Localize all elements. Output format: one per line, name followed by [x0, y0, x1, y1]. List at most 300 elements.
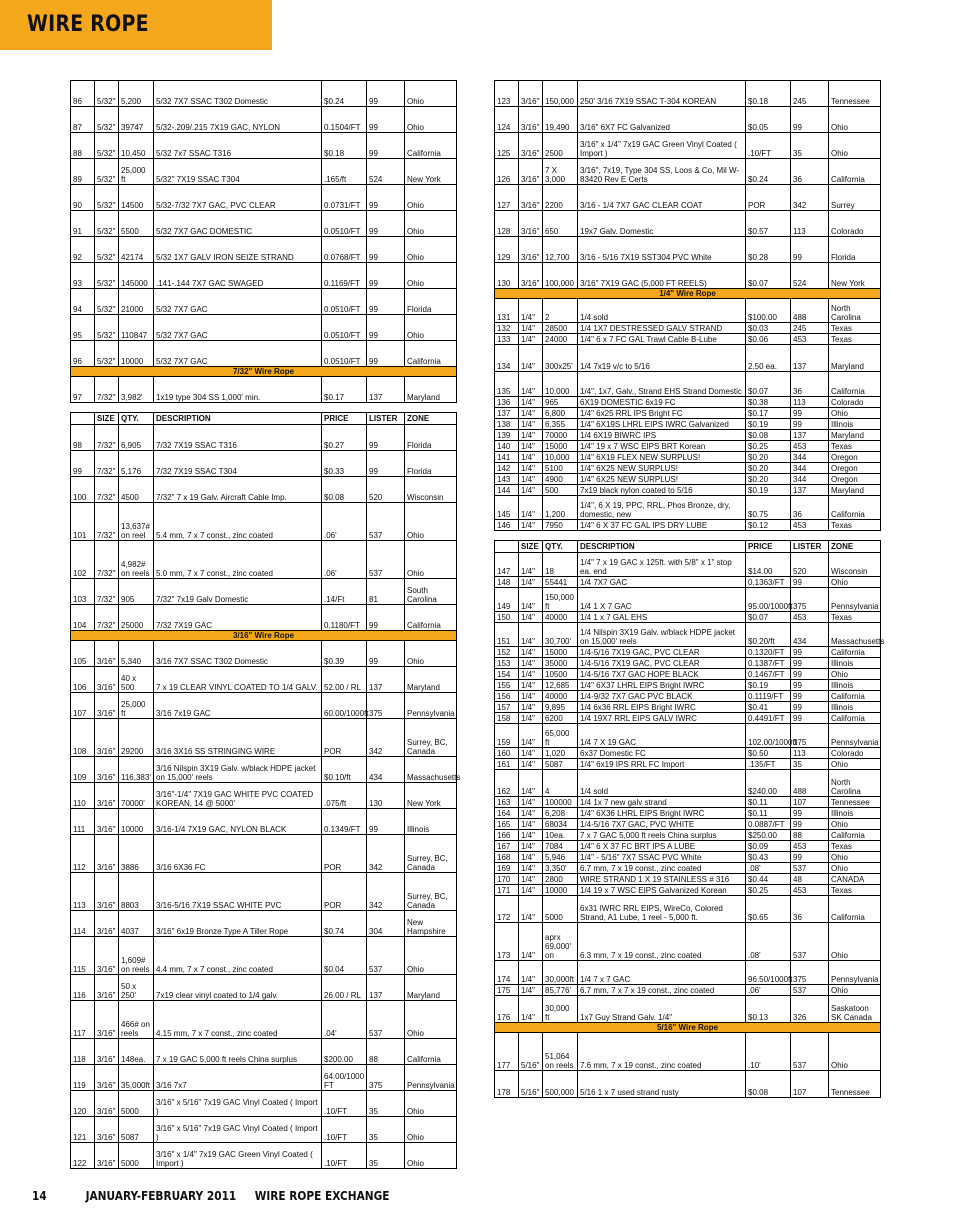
row-number: 150: [495, 612, 519, 623]
qty-cell: 40000: [543, 612, 578, 623]
lister-cell: 342: [791, 185, 829, 211]
row-number: 101: [71, 503, 95, 541]
description-cell: 3/16" x 5/16" 7x19 GAC Vinyl Coated ( Import ): [154, 1117, 322, 1143]
lister-cell: 99: [367, 81, 405, 107]
zone-cell: Ohio: [829, 852, 881, 863]
row-number: 156: [495, 691, 519, 702]
table-row: [71, 1091, 457, 1117]
column-header: QTY.: [119, 413, 154, 425]
zone-cell: Illinois: [829, 680, 881, 691]
size-cell: 5/32": [95, 81, 119, 107]
table-row: [71, 289, 457, 315]
row-number: 149: [495, 588, 519, 612]
lister-cell: 99: [367, 341, 405, 367]
table-row: [495, 397, 881, 408]
table-row: [71, 1001, 457, 1039]
price-cell: $0.65: [746, 896, 791, 923]
row-number: 178: [495, 1071, 519, 1098]
page-number: 14: [32, 1189, 47, 1203]
qty-cell: 13,637# on reel: [119, 503, 154, 541]
description-cell: 3/16" 7X19 GAC (5,000 FT REELS): [578, 263, 746, 289]
zone-cell: Saskatoon SK Canada: [829, 996, 881, 1023]
lister-cell: 88: [791, 830, 829, 841]
lister-cell: 99: [791, 680, 829, 691]
size-cell: 5/32": [95, 341, 119, 367]
size-cell: 5/32": [95, 289, 119, 315]
table-row: [495, 372, 881, 397]
description-cell: 3/16 7x19 GAC: [154, 693, 322, 719]
table-row: [495, 863, 881, 874]
row-number: 114: [71, 911, 95, 937]
row-number: 145: [495, 496, 519, 520]
section-header-row: [495, 289, 881, 299]
qty-cell: 100000: [543, 797, 578, 808]
section-header-row: [71, 367, 457, 377]
size-cell: 3/16": [95, 783, 119, 809]
qty-cell: 5087: [543, 759, 578, 770]
table-row: [71, 873, 457, 911]
zone-cell: Oregon: [829, 463, 881, 474]
qty-cell: 7950: [543, 520, 578, 531]
qty-cell: 68034: [543, 819, 578, 830]
listing-table-left: [70, 80, 461, 1169]
qty-cell: 35000: [543, 658, 578, 669]
section-header: 7/32" Wire Rope: [71, 367, 457, 377]
size-cell: 5/32": [95, 263, 119, 289]
table-row: [71, 719, 457, 757]
row-number: 89: [71, 159, 95, 185]
lister-cell: 99: [791, 819, 829, 830]
table-row: [495, 299, 881, 323]
row-number: 154: [495, 669, 519, 680]
row-number: 132: [495, 323, 519, 334]
lister-cell: 434: [367, 757, 405, 783]
size-cell: 3/16": [95, 1065, 119, 1091]
qty-cell: 145000: [119, 263, 154, 289]
lister-cell: 99: [367, 107, 405, 133]
zone-cell: Maryland: [405, 377, 457, 403]
table-row: [495, 713, 881, 724]
table-row: [71, 975, 457, 1001]
description-cell: 1/4 sold: [578, 299, 746, 323]
lister-cell: 434: [791, 623, 829, 647]
qty-cell: 10ea.: [543, 830, 578, 841]
price-cell: 0.1363/FT: [746, 577, 791, 588]
table-row: [71, 693, 457, 719]
zone-cell: North Carolina: [829, 770, 881, 797]
description-cell: 19x7 Galv. Domestic: [578, 211, 746, 237]
row-number: 86: [71, 81, 95, 107]
size-cell: 1/4": [519, 830, 543, 841]
row-number: 104: [71, 605, 95, 631]
lister-cell: 99: [791, 577, 829, 588]
price-cell: .14/Ft: [322, 579, 367, 605]
lister-cell: 99: [367, 809, 405, 835]
row-number: 162: [495, 770, 519, 797]
qty-cell: 905: [119, 579, 154, 605]
qty-cell: 5500: [119, 211, 154, 237]
row-number: 143: [495, 474, 519, 485]
price-cell: $0.41: [746, 702, 791, 713]
table-row: [71, 937, 457, 975]
row-number: 88: [71, 133, 95, 159]
table-row: [495, 107, 881, 133]
zone-cell: Pennsylvania: [829, 724, 881, 748]
size-cell: 1/4": [519, 323, 543, 334]
qty-cell: 3886: [119, 835, 154, 873]
lister-cell: 520: [367, 477, 405, 503]
row-number: 110: [71, 783, 95, 809]
row-number: 138: [495, 419, 519, 430]
qty-cell: 18: [543, 553, 578, 577]
zone-cell: Ohio: [829, 577, 881, 588]
description-cell: 3/16" x 5/16" 7x19 GAC Vinyl Coated ( Import ): [154, 1091, 322, 1117]
description-cell: 5/32 7X7 GAC: [154, 315, 322, 341]
lister-cell: 137: [367, 975, 405, 1001]
description-cell: 4.4 mm, 7 x 7 const., zinc coated: [154, 937, 322, 975]
description-cell: WIRE STRAND 1 X 19 STAINLESS # 316: [578, 874, 746, 885]
price-cell: .06': [746, 985, 791, 996]
qty-cell: 65,000 ft: [543, 724, 578, 748]
qty-cell: 100,000: [543, 263, 578, 289]
row-number: 122: [71, 1143, 95, 1169]
description-cell: 1/4" 6X25 NEW SURPLUS!: [578, 463, 746, 474]
qty-cell: 3,982': [119, 377, 154, 403]
row-number: 140: [495, 441, 519, 452]
table-row: [71, 835, 457, 873]
qty-cell: 6,905: [119, 425, 154, 451]
qty-cell: 24000: [543, 334, 578, 345]
qty-cell: 150,000: [543, 81, 578, 107]
zone-cell: Massachusetts: [829, 623, 881, 647]
size-cell: 1/4": [519, 863, 543, 874]
size-cell: 1/4": [519, 713, 543, 724]
size-cell: 1/4": [519, 748, 543, 759]
zone-cell: Ohio: [405, 641, 457, 667]
row-number: 158: [495, 713, 519, 724]
row-number: 95: [71, 315, 95, 341]
lister-cell: 99: [367, 451, 405, 477]
lister-cell: 137: [791, 485, 829, 496]
zone-cell: Texas: [829, 323, 881, 334]
table-row: [495, 923, 881, 961]
price-cell: $0.08: [746, 1071, 791, 1098]
row-number: 172: [495, 896, 519, 923]
size-cell: 3/16": [95, 641, 119, 667]
qty-cell: 25,000 ft: [119, 159, 154, 185]
zone-cell: Texas: [829, 334, 881, 345]
price-cell: $0.04: [322, 937, 367, 975]
table-row: [71, 315, 457, 341]
price-cell: $0.07: [746, 372, 791, 397]
row-number: 113: [71, 873, 95, 911]
description-cell: 1/4 19 x 7 WSC EIPS Galvanized Korean: [578, 885, 746, 896]
zone-cell: Ohio: [829, 759, 881, 770]
qty-cell: 1,020: [543, 748, 578, 759]
zone-cell: Colorado: [829, 397, 881, 408]
size-cell: 3/16": [95, 1117, 119, 1143]
price-cell: $0.20: [746, 463, 791, 474]
qty-cell: 21000: [119, 289, 154, 315]
size-cell: 1/4": [519, 299, 543, 323]
description-cell: 3/16" x 1/4" 7x19 GAC Green Vinyl Coated ( Import ): [154, 1143, 322, 1169]
table-row: [71, 641, 457, 667]
qty-cell: 12,685: [543, 680, 578, 691]
description-cell: 1/4-9/32 7X7 GAC PVC BLACK: [578, 691, 746, 702]
description-cell: 3/16"-1/4" 7X19 GAC WHITE PVC COATED KOREAN, 14 @ 5000': [154, 783, 322, 809]
table-row: [71, 579, 457, 605]
size-cell: 1/4": [519, 496, 543, 520]
zone-cell: Maryland: [405, 975, 457, 1001]
price-cell: 0.1119/FT: [746, 691, 791, 702]
size-cell: 1/4": [519, 372, 543, 397]
table-row: [71, 783, 457, 809]
table-row: [495, 647, 881, 658]
price-cell: 102.00/1000ft: [746, 724, 791, 748]
price-cell: $0.03: [746, 323, 791, 334]
zone-cell: Ohio: [405, 1143, 457, 1169]
description-cell: 1/4" 7 x 19 GAC x 125ft. with 5/8" x 1" stop ea. end: [578, 553, 746, 577]
description-cell: 1/4" 6x25 RRL IPS Bright FC: [578, 408, 746, 419]
table-row: [495, 841, 881, 852]
description-cell: 6x37 Domestic FC: [578, 748, 746, 759]
qty-cell: 12,700: [543, 237, 578, 263]
lister-cell: 524: [791, 263, 829, 289]
qty-cell: 30,000ft: [543, 961, 578, 985]
description-cell: 5/32-7/32 7X7 GAC, PVC CLEAR: [154, 185, 322, 211]
lister-cell: 342: [367, 719, 405, 757]
row-number: 92: [71, 237, 95, 263]
column-header: QTY.: [543, 541, 578, 553]
description-cell: 5.0 mm, 7 x 7 const., zinc coated: [154, 541, 322, 579]
size-cell: 1/4": [519, 874, 543, 885]
zone-cell: Tennessee: [829, 1071, 881, 1098]
row-number: 123: [495, 81, 519, 107]
table-row: [495, 323, 881, 334]
table-row: [495, 658, 881, 669]
price-cell: 0.1387/FT: [746, 658, 791, 669]
lister-cell: 99: [367, 263, 405, 289]
zone-cell: California: [829, 159, 881, 185]
description-cell: 3/16 6X36 FC: [154, 835, 322, 873]
description-cell: 3/16" 6x19 Bronze Type A Tiller Rope: [154, 911, 322, 937]
price-cell: $0.74: [322, 911, 367, 937]
row-number: 91: [71, 211, 95, 237]
column-header-blank: [495, 541, 519, 553]
qty-cell: 4: [543, 770, 578, 797]
description-cell: 7/32 7X19 SSAC T304: [154, 451, 322, 477]
row-number: 121: [71, 1117, 95, 1143]
lister-cell: 99: [367, 289, 405, 315]
price-cell: $0.18: [322, 133, 367, 159]
row-number: 157: [495, 702, 519, 713]
row-number: 131: [495, 299, 519, 323]
zone-cell: North Carolina: [829, 299, 881, 323]
row-number: 93: [71, 263, 95, 289]
table-row: [71, 159, 457, 185]
price-cell: 0.0731/FT: [322, 185, 367, 211]
qty-cell: 5087: [119, 1117, 154, 1143]
zone-cell: California: [829, 372, 881, 397]
qty-cell: aprx 69,000' on: [543, 923, 578, 961]
qty-cell: 19,490: [543, 107, 578, 133]
row-number: 174: [495, 961, 519, 985]
lister-cell: 48: [791, 874, 829, 885]
qty-cell: 30,700': [543, 623, 578, 647]
lister-cell: 99: [367, 315, 405, 341]
qty-cell: 70000': [119, 783, 154, 809]
size-cell: 5/32": [95, 185, 119, 211]
qty-cell: 40 x 500: [119, 667, 154, 693]
zone-cell: Pennsylvania: [405, 1065, 457, 1091]
qty-cell: 70000: [543, 430, 578, 441]
price-cell: $0.38: [746, 397, 791, 408]
description-cell: 3/16 Nilspin 3X19 Galv. w/black HDPE jacket on 15,000' reels: [154, 757, 322, 783]
qty-cell: 2200: [543, 185, 578, 211]
price-cell: $14.00: [746, 553, 791, 577]
price-cell: .08': [746, 863, 791, 874]
row-number: 135: [495, 372, 519, 397]
description-cell: 4.15 mm, 7 x 7 const., zinc coated: [154, 1001, 322, 1039]
table-row: [495, 623, 881, 647]
price-cell: 0.1467/FT: [746, 669, 791, 680]
description-cell: 3/16" x 1/4" 7x19 GAC Green Vinyl Coated ( Import ): [578, 133, 746, 159]
lister-cell: 99: [791, 852, 829, 863]
zone-cell: Illinois: [829, 702, 881, 713]
description-cell: 1/4" 6X37 LHRL EIPS Bright IWRC: [578, 680, 746, 691]
table-row: [71, 107, 457, 133]
qty-cell: 150,000 ft: [543, 588, 578, 612]
price-cell: .04': [322, 1001, 367, 1039]
lister-cell: 99: [791, 713, 829, 724]
description-cell: 3/16 7x7: [154, 1065, 322, 1091]
zone-cell: Florida: [405, 451, 457, 477]
price-cell: 64.00/1000 FT: [322, 1065, 367, 1091]
table-row: [71, 1117, 457, 1143]
description-cell: 1/4 1 x 7 GAL EHS: [578, 612, 746, 623]
row-number: 102: [71, 541, 95, 579]
zone-cell: Oregon: [829, 474, 881, 485]
lister-cell: 113: [791, 397, 829, 408]
size-cell: 3/16": [95, 667, 119, 693]
qty-cell: 4900: [543, 474, 578, 485]
row-number: 105: [71, 641, 95, 667]
lister-cell: 137: [791, 345, 829, 372]
qty-cell: 6,355: [543, 419, 578, 430]
row-number: 130: [495, 263, 519, 289]
qty-cell: 10000: [543, 885, 578, 896]
size-cell: 7/32": [95, 579, 119, 605]
row-number: 87: [71, 107, 95, 133]
table-row: [495, 185, 881, 211]
qty-cell: 10000: [119, 341, 154, 367]
description-cell: 1/4-5/16 7X7 GAC, PVC WHITE: [578, 819, 746, 830]
size-cell: 1/4": [519, 430, 543, 441]
price-cell: $0.75: [746, 496, 791, 520]
size-cell: 3/16": [95, 809, 119, 835]
price-cell: 0.0510/FT: [322, 341, 367, 367]
zone-cell: California: [829, 713, 881, 724]
price-cell: 96.50/1000ft: [746, 961, 791, 985]
table-row: [71, 81, 457, 107]
table-row: [495, 759, 881, 770]
description-cell: 1/4 7 X 19 GAC: [578, 724, 746, 748]
description-cell: 1/4" 6 x 7 FC GAL Trawl Cable B-Lube: [578, 334, 746, 345]
zone-cell: Surrey, BC, Canada: [405, 719, 457, 757]
zone-cell: New York: [405, 783, 457, 809]
zone-cell: Ohio: [829, 819, 881, 830]
row-number: 177: [495, 1033, 519, 1071]
zone-cell: Massachusetts: [405, 757, 457, 783]
size-cell: 1/4": [519, 669, 543, 680]
table-row: [71, 757, 457, 783]
lister-cell: 113: [791, 748, 829, 759]
description-cell: 1/4 6X19 BIWRC IPS: [578, 430, 746, 441]
qty-cell: 39747: [119, 107, 154, 133]
price-cell: $0.20: [746, 452, 791, 463]
price-cell: $0.20: [746, 474, 791, 485]
row-number: 111: [71, 809, 95, 835]
qty-cell: 5,200: [119, 81, 154, 107]
row-number: 160: [495, 748, 519, 759]
qty-cell: 15000: [543, 441, 578, 452]
price-cell: 2.50 ea.: [746, 345, 791, 372]
size-cell: 1/4": [519, 896, 543, 923]
zone-cell: Ohio: [405, 1001, 457, 1039]
lister-cell: 537: [791, 923, 829, 961]
price-cell: $0.19: [746, 680, 791, 691]
row-number: 103: [71, 579, 95, 605]
lister-cell: 488: [791, 299, 829, 323]
size-cell: 7/32": [95, 503, 119, 541]
row-number: 134: [495, 345, 519, 372]
zone-cell: Ohio: [405, 81, 457, 107]
row-number: 147: [495, 553, 519, 577]
lister-cell: 137: [367, 667, 405, 693]
row-number: 124: [495, 107, 519, 133]
row-number: 169: [495, 863, 519, 874]
zone-cell: Illinois: [405, 809, 457, 835]
description-cell: 7 x 7 GAC 5,000 ft reels China surplus: [578, 830, 746, 841]
qty-cell: 10,450: [119, 133, 154, 159]
lister-cell: 107: [791, 797, 829, 808]
zone-cell: Surrey, BC, Canada: [405, 835, 457, 873]
magazine-name: WIRE ROPE EXCHANGE: [254, 1189, 390, 1203]
price-cell: 26.00 / RL: [322, 975, 367, 1001]
size-cell: 1/4": [519, 724, 543, 748]
row-number: 161: [495, 759, 519, 770]
size-cell: 3/16": [519, 263, 543, 289]
zone-cell: Pennsylvania: [829, 588, 881, 612]
description-cell: 5.4 mm, 7 x 7 const., zinc coated: [154, 503, 322, 541]
size-cell: 1/4": [519, 408, 543, 419]
size-cell: 1/4": [519, 923, 543, 961]
row-number: 96: [71, 341, 95, 367]
lister-cell: 107: [791, 1071, 829, 1098]
qty-cell: 148ea.: [119, 1039, 154, 1065]
zone-cell: CANADA: [829, 874, 881, 885]
description-cell: 1/4" 6X19S LHRL EIPS IWRC Galvanized: [578, 419, 746, 430]
zone-cell: Ohio: [405, 315, 457, 341]
zone-cell: California: [405, 133, 457, 159]
price-cell: POR: [322, 835, 367, 873]
size-cell: 3/16": [95, 1039, 119, 1065]
zone-cell: Ohio: [405, 541, 457, 579]
price-cell: $0.11: [746, 808, 791, 819]
lister-cell: 99: [791, 408, 829, 419]
row-number: 120: [71, 1091, 95, 1117]
lister-cell: 304: [367, 911, 405, 937]
